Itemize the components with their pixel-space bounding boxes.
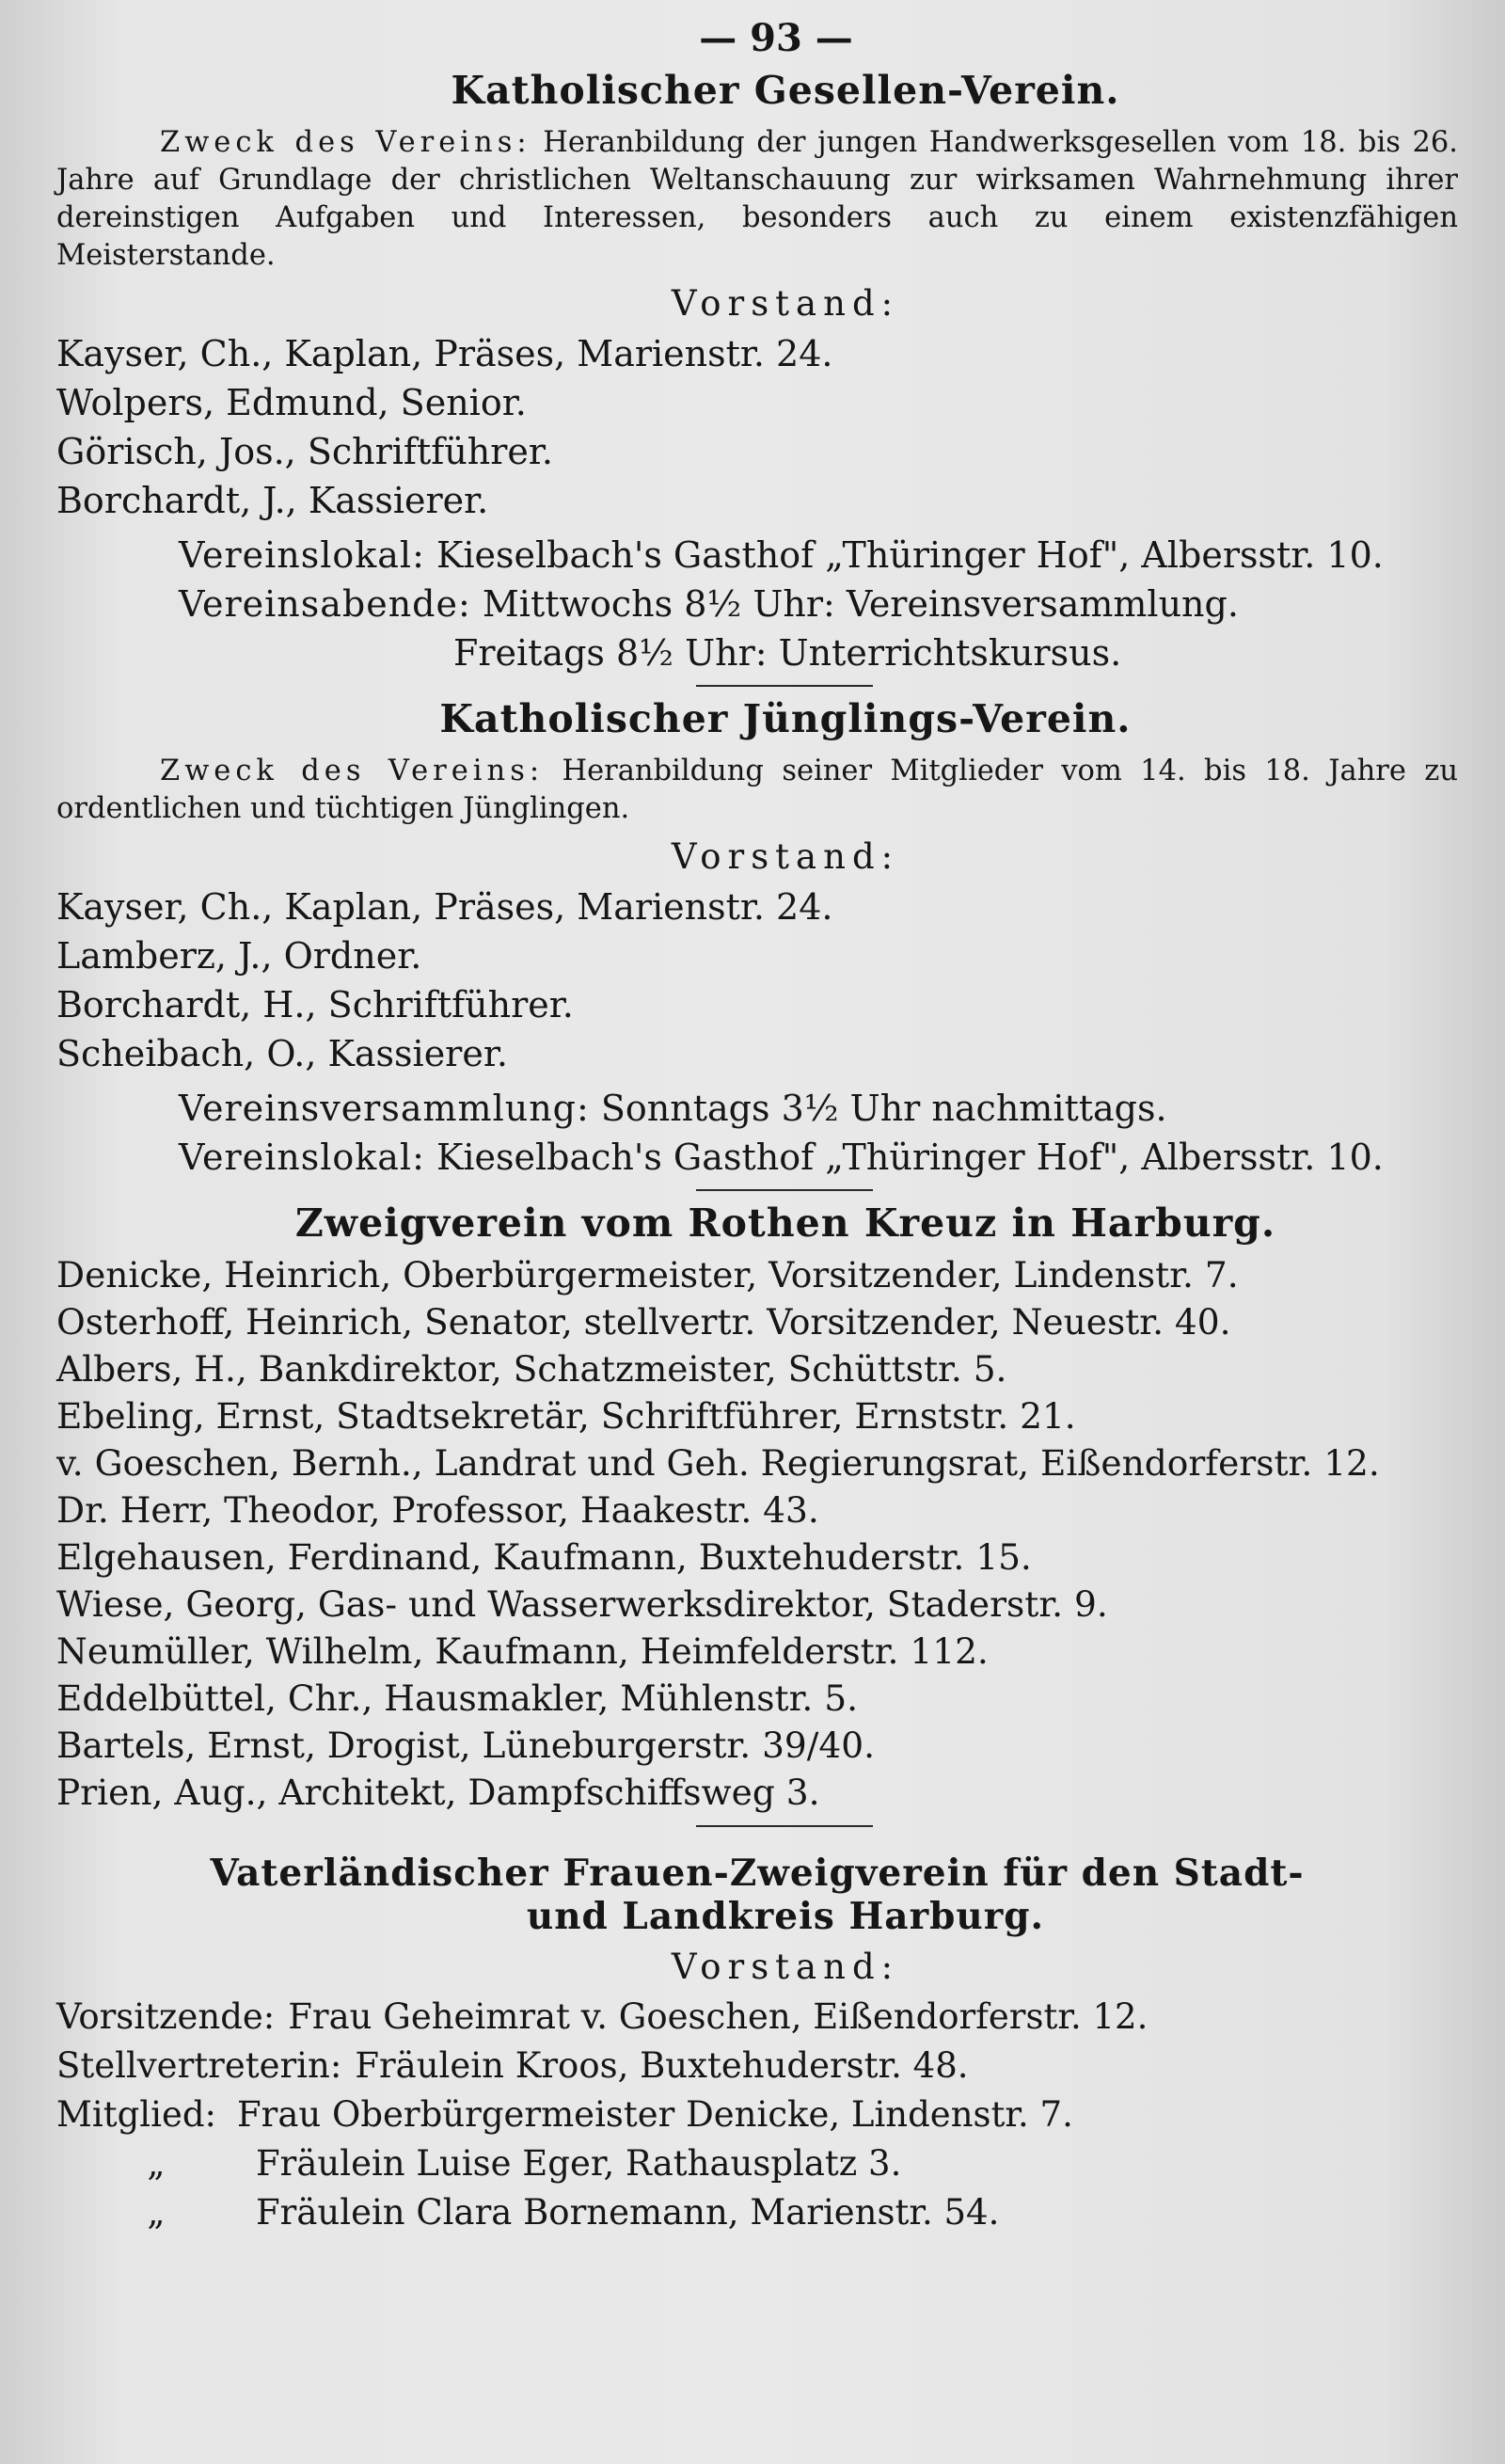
board-name: Fräulein Clara Bornemann, Marienstr. 54. — [256, 2192, 1000, 2233]
page-number: — 93 — — [699, 16, 853, 60]
member-entry: Görisch, Jos., Schriftführer. — [56, 431, 553, 472]
friday-value: Unterrichtskursus. — [778, 632, 1122, 674]
section-title: Zweigverein vom Rothen Kreuz in Harburg. — [294, 1200, 1276, 1246]
board-role: Mitglied: — [56, 2094, 216, 2135]
member-entry: Denicke, Heinrich, Oberbürgermeister, Vorsitzender, Lindenstr. 7. — [56, 1254, 1239, 1296]
ditto-mark: „ — [147, 2192, 166, 2233]
purpose-text: Heranbildung der jungen Handwerksgesellen vom 18. bis 26. Jahre auf Grundlage der christlichen Weltanschauung zur wirksamen Wahrnehmung ihrer dereinstigen Aufgaben und Interessen, besonders auch zu einem existenzfähigen Meisterstande. — [56, 126, 1458, 272]
section-divider — [696, 1825, 873, 1827]
section-rotes-kreuz — [56, 1200, 1458, 1816]
section-divider — [696, 685, 873, 687]
venue-value: Kieselbach's Gasthof „Thüringer Hof", Albersstr. 10. — [436, 534, 1384, 576]
section-gesellen-verein — [56, 68, 1458, 677]
board-heading: Vorstand: — [671, 1947, 900, 1987]
member-entry: Wiese, Georg, Gas- und Wasserwerksdirektor, Staderstr. 9. — [56, 1583, 1108, 1625]
member-entry: Ebeling, Ernst, Stadtsekretär, Schriftführer, Ernststr. 21. — [56, 1395, 1076, 1437]
board-name: Frau Oberbürgermeister Denicke, Lindenstr. 7. — [237, 2094, 1073, 2135]
venue-line — [56, 531, 1458, 580]
evenings-line — [56, 580, 1458, 628]
purpose-paragraph — [56, 753, 1458, 828]
member-entry: Prien, Aug., Architekt, Dampfschiffsweg 3. — [56, 1772, 820, 1813]
member-entry: Elgehausen, Ferdinand, Kaufmann, Buxtehuderstr. 15. — [56, 1536, 1032, 1578]
venue-label: Vereinslokal: — [179, 1137, 425, 1178]
board-name: Frau Geheimrat v. Goeschen, Eißendorferstr. 12. — [288, 1996, 1149, 2037]
section-frauen-zweigverein — [56, 1852, 1458, 2237]
member-entry: Scheibach, O., Kassierer. — [56, 1033, 508, 1074]
member-list — [56, 1251, 1458, 1816]
board-heading: Vorstand: — [671, 836, 900, 877]
purpose-paragraph — [56, 124, 1458, 275]
venue-line — [56, 1133, 1458, 1182]
venue-label: Vereinslokal: — [179, 534, 425, 576]
board-role: Stellvertreterin: — [56, 2045, 342, 2086]
board-role: Vorsitzende: — [56, 1996, 276, 2037]
member-entry: Eddelbüttel, Chr., Hausmakler, Mühlenstr. 5. — [56, 1677, 859, 1719]
board-name: Fräulein Kroos, Buxtehuderstr. 48. — [355, 2045, 969, 2086]
member-entry: Borchardt, J., Kassierer. — [56, 480, 489, 521]
member-entry: Wolpers, Edmund, Senior. — [56, 382, 527, 423]
meeting-line — [56, 1084, 1458, 1133]
member-entry: Osterhoff, Heinrich, Senator, stellvertr. Vorsitzender, Neuestr. 40. — [56, 1301, 1231, 1343]
board-row — [56, 2139, 1458, 2188]
purpose-lead: Zweck des Vereins: — [160, 126, 531, 159]
member-entry: Dr. Herr, Theodor, Professor, Haakestr. 43. — [56, 1489, 819, 1531]
board-name: Fräulein Luise Eger, Rathausplatz 3. — [256, 2143, 902, 2184]
section-title: Katholischer Jünglings-Verein. — [439, 696, 1132, 741]
evenings-label: Vereinsabende: — [179, 583, 471, 625]
board-row — [56, 1993, 1458, 2042]
board-row — [56, 2090, 1458, 2139]
member-entry: Lamberz, J., Ordner. — [56, 935, 422, 977]
section-divider — [696, 1189, 873, 1191]
board-row — [56, 2042, 1458, 2090]
venue-value: Kieselbach's Gasthof „Thüringer Hof", Albersstr. 10. — [436, 1137, 1384, 1178]
friday-label: Freitags 8½ Uhr: — [453, 632, 768, 674]
member-entry: Bartels, Ernst, Drogist, Lüneburgerstr. 39/40. — [56, 1725, 876, 1766]
member-entry: Borchardt, H., Schriftführer. — [56, 984, 574, 1025]
section-title: Katholischer Gesellen-Verein. — [451, 68, 1120, 113]
member-entry: Albers, H., Bankdirektor, Schatzmeister, Schüttstr. 5. — [56, 1348, 1007, 1390]
meeting-value: Sonntags 3½ Uhr nachmittags. — [600, 1088, 1167, 1129]
member-entry: Neumüller, Wilhelm, Kaufmann, Heimfelderstr. 112. — [56, 1630, 989, 1672]
section-title-line2: und Landkreis Harburg. — [526, 1895, 1045, 1938]
ditto-mark: „ — [147, 2143, 166, 2184]
section-juenglings-verein — [56, 696, 1458, 1182]
member-entry: Kayser, Ch., Kaplan, Präses, Marienstr. 24. — [56, 333, 833, 374]
friday-line — [56, 628, 1458, 677]
meeting-label: Vereinsversammlung: — [179, 1088, 590, 1129]
purpose-lead: Zweck des Vereins: — [160, 755, 545, 787]
evenings-value: Mittwochs 8½ Uhr: Vereinsversammlung. — [482, 583, 1239, 625]
member-entry: Kayser, Ch., Kaplan, Präses, Marienstr. 24. — [56, 886, 833, 928]
purpose-text: Heranbildung seiner Mitglieder vom 14. bis 18. Jahre zu ordentlichen und tüchtigen Jünglingen. — [56, 755, 1459, 825]
member-entry: v. Goeschen, Bernh., Landrat und Geh. Regierungsrat, Eißendorferstr. 12. — [56, 1442, 1380, 1484]
board-heading: Vorstand: — [671, 283, 900, 324]
section-title-line1: Vaterländischer Frauen-Zweigverein für den Stadt- — [210, 1852, 1305, 1895]
board-row — [56, 2188, 1458, 2237]
